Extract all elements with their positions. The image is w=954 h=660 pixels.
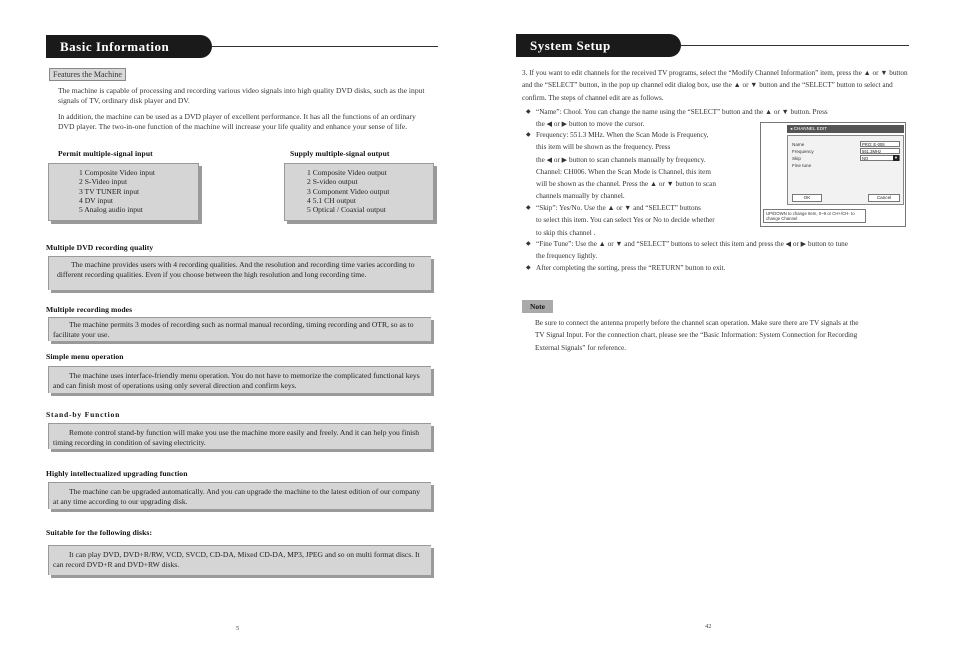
list-item: 2 S-video output bbox=[307, 177, 358, 187]
bullet-line: the ◀ or ▶ button to move the cursor. bbox=[536, 120, 645, 129]
header-rule bbox=[681, 45, 909, 46]
header-rule bbox=[212, 46, 438, 47]
section-box bbox=[48, 366, 431, 393]
bullet-line: this item will be shown as the frequency. Press bbox=[536, 143, 671, 152]
section-heading: Stand-by Function bbox=[46, 410, 121, 419]
bullet-line: to skip this channel . bbox=[536, 228, 596, 237]
bullet-line: the ◀ or ▶ button to scan channels manually by frequency. bbox=[536, 155, 706, 164]
list-item: 2 S-Video input bbox=[79, 177, 128, 187]
bullet-skip bbox=[526, 202, 761, 239]
channel-edit-dialog bbox=[760, 122, 906, 227]
section-heading: Suitable for the following disks: bbox=[46, 528, 153, 537]
bullet-line: “Fine Tune”: Use the ▲ or ▼ and “SELECT” buttons to select this item and press the ◀ or ▶ button to tune bbox=[536, 240, 848, 248]
section-box bbox=[48, 317, 431, 341]
bullet-line: the frequency lightly. bbox=[536, 252, 598, 261]
bullet-line: to select this item. You can select Yes or No to decide whether bbox=[536, 216, 715, 225]
skip-value: NO bbox=[862, 156, 869, 161]
intro-paragraph-1: The machine is capable of processing and recording various video signals into high quality DVD disks, such as the input signals of TV, ordinary disk player and DV. bbox=[58, 86, 425, 105]
section-header-basic-information: Basic Information bbox=[46, 35, 212, 58]
skip-select[interactable] bbox=[860, 155, 900, 161]
bullet-line: will be shown as the channel. Press the ▲ or ▼ button to scan bbox=[536, 180, 716, 189]
section-box bbox=[48, 545, 431, 575]
chevron-down-icon: ▼ bbox=[894, 155, 898, 160]
list-item: 1 Composite Video output bbox=[307, 168, 387, 177]
bullet-line: Channel: CH006. When the Scan Mode is Channel, this item bbox=[536, 167, 711, 176]
bullet-line: After completing the sorting, press the “RETURN” button to exit. bbox=[536, 264, 726, 272]
section-text: It can play DVD, DVD+R/RW, VCD, SVCD, CD-DA, Mixed CD-DA, MP3, JPEG and so on multi format discs. It can record DVD+R and DVD+RW disks. bbox=[53, 550, 420, 569]
bullet-line: Frequency: 551.3 MHz. When the Scan Mode is Frequency, bbox=[536, 131, 709, 139]
dialog-row-label: Skip bbox=[792, 156, 801, 161]
list-item: 5 Optical / Coaxial output bbox=[307, 205, 386, 215]
cancel-button[interactable]: Cancel bbox=[868, 194, 900, 202]
list-item: 4 DV input bbox=[79, 195, 114, 205]
bullet-icon: ◆ bbox=[526, 241, 531, 247]
section-text: The machine can be upgraded automatically. And you can upgrade the machine to the latest edition of our company at any time according to our upgrading disk. bbox=[53, 487, 421, 506]
section-text: The machine permits 3 modes of recording such as normal manual recording, timing recording and OTR, so as to facilitate your use. bbox=[53, 320, 414, 339]
bullet-icon: ◆ bbox=[526, 109, 531, 115]
section-heading: Highly intellectualized upgrading function bbox=[46, 469, 188, 478]
ok-button[interactable]: OK bbox=[792, 194, 822, 202]
list-item: 4 5.1 CH output bbox=[307, 195, 356, 205]
supply-heading: Supply multiple-signal output bbox=[290, 149, 390, 158]
dialog-row-label: Name bbox=[792, 142, 805, 147]
note-tag: Note bbox=[522, 300, 553, 313]
bullet-icon: ◆ bbox=[526, 265, 531, 271]
permit-heading: Permit multiple-signal input bbox=[58, 149, 153, 158]
note-line: TV Signal Input. For the connection chart, please see the “Basic Information: System Connection for Recording bbox=[535, 331, 858, 340]
section-heading: Multiple DVD recording quality bbox=[46, 243, 154, 252]
note-line: External Signals” for reference. bbox=[535, 343, 626, 352]
dialog-row-label: Frequency bbox=[792, 149, 814, 154]
bullet-line: “Skip”: Yes/No. Use the ▲ or ▼ and “SELECT” buttons bbox=[536, 204, 701, 212]
bullet-icon: ◆ bbox=[526, 132, 531, 138]
dialog-hint: UP/DOWN to change Item, 0~9 or CH+/CH- to change Channel bbox=[763, 209, 866, 223]
section-text: The machine uses interface-friendly menu operation. You do not have to memorize the complicated functional keys and can finish most of operations using only several direction and confirm keys. bbox=[53, 371, 420, 390]
dialog-title-icon: ◂ bbox=[790, 126, 794, 131]
note-line: Be sure to connect the antenna properly before the channel scan operation. Make sure there are TV signals at the bbox=[535, 319, 859, 327]
section-text: The machine provides users with 4 recording qualities. And the resolution and recording time varies according to different recording qualities. Even if you choose between the high resolution and long recording time. bbox=[57, 260, 415, 279]
bullet-icon: ◆ bbox=[526, 205, 531, 211]
dialog-body bbox=[787, 135, 904, 205]
section-text: Remote control stand-by function will make you use the machine more easily and freely. And it can help you finish timing recording in condition of saving electricity. bbox=[53, 428, 419, 447]
bullet-fine-tune bbox=[526, 238, 916, 263]
supply-output-list bbox=[284, 163, 434, 221]
frequency-field[interactable]: 551.3MHz bbox=[860, 148, 900, 154]
bullet-frequency bbox=[526, 129, 761, 203]
section-header-system-setup: System Setup bbox=[516, 34, 681, 57]
name-field[interactable]: PRO: E-008 bbox=[860, 141, 900, 147]
list-item: 5 Analog audio input bbox=[79, 205, 143, 215]
section-heading: Simple menu operation bbox=[46, 352, 124, 361]
page-number-right: 42 bbox=[705, 623, 712, 630]
section-heading: Multiple recording modes bbox=[46, 305, 133, 314]
bullet-line: channels manually by channel. bbox=[536, 192, 625, 201]
intro-paragraph-2: In addition, the machine can be used as a DVD player of excellent performance. It has all the functions of an ordinary DVD player. The two-in-one function of the machine will increase your life quality and enhance your sense of life. bbox=[58, 112, 416, 131]
bullet-line: “Name”: Chool. You can change the name using the “SELECT” button and the ▲ or ▼ button. Press bbox=[536, 108, 828, 116]
dialog-title bbox=[787, 125, 904, 133]
intro-paragraph: 3. If you want to edit channels for the received TV programs, select the “Modify Channel Information” item, press the ▲ or ▼ button and the “SELECT” button, in the pop up channel edit dialog box, use the ▲ or ▼ button and the “SELECT” button to select and confirm. The steps of channel edit are as follows. bbox=[522, 69, 908, 102]
section-box bbox=[48, 256, 431, 290]
dialog-row-label: Fine tune bbox=[792, 163, 812, 168]
list-item: 3 Component Video output bbox=[307, 186, 390, 196]
permit-input-list bbox=[48, 163, 199, 221]
bullet-after bbox=[526, 262, 911, 274]
page-number-left: 5 bbox=[236, 625, 240, 632]
list-item: 3 TV TUNER input bbox=[79, 186, 140, 196]
dialog-title-text: CHANNEL EDIT bbox=[793, 126, 828, 131]
note-text bbox=[535, 317, 915, 354]
section-box bbox=[48, 482, 431, 509]
section-box bbox=[48, 423, 431, 449]
list-item: 1 Composite Video input bbox=[79, 168, 155, 177]
features-tag: Features the Machine bbox=[49, 68, 126, 81]
